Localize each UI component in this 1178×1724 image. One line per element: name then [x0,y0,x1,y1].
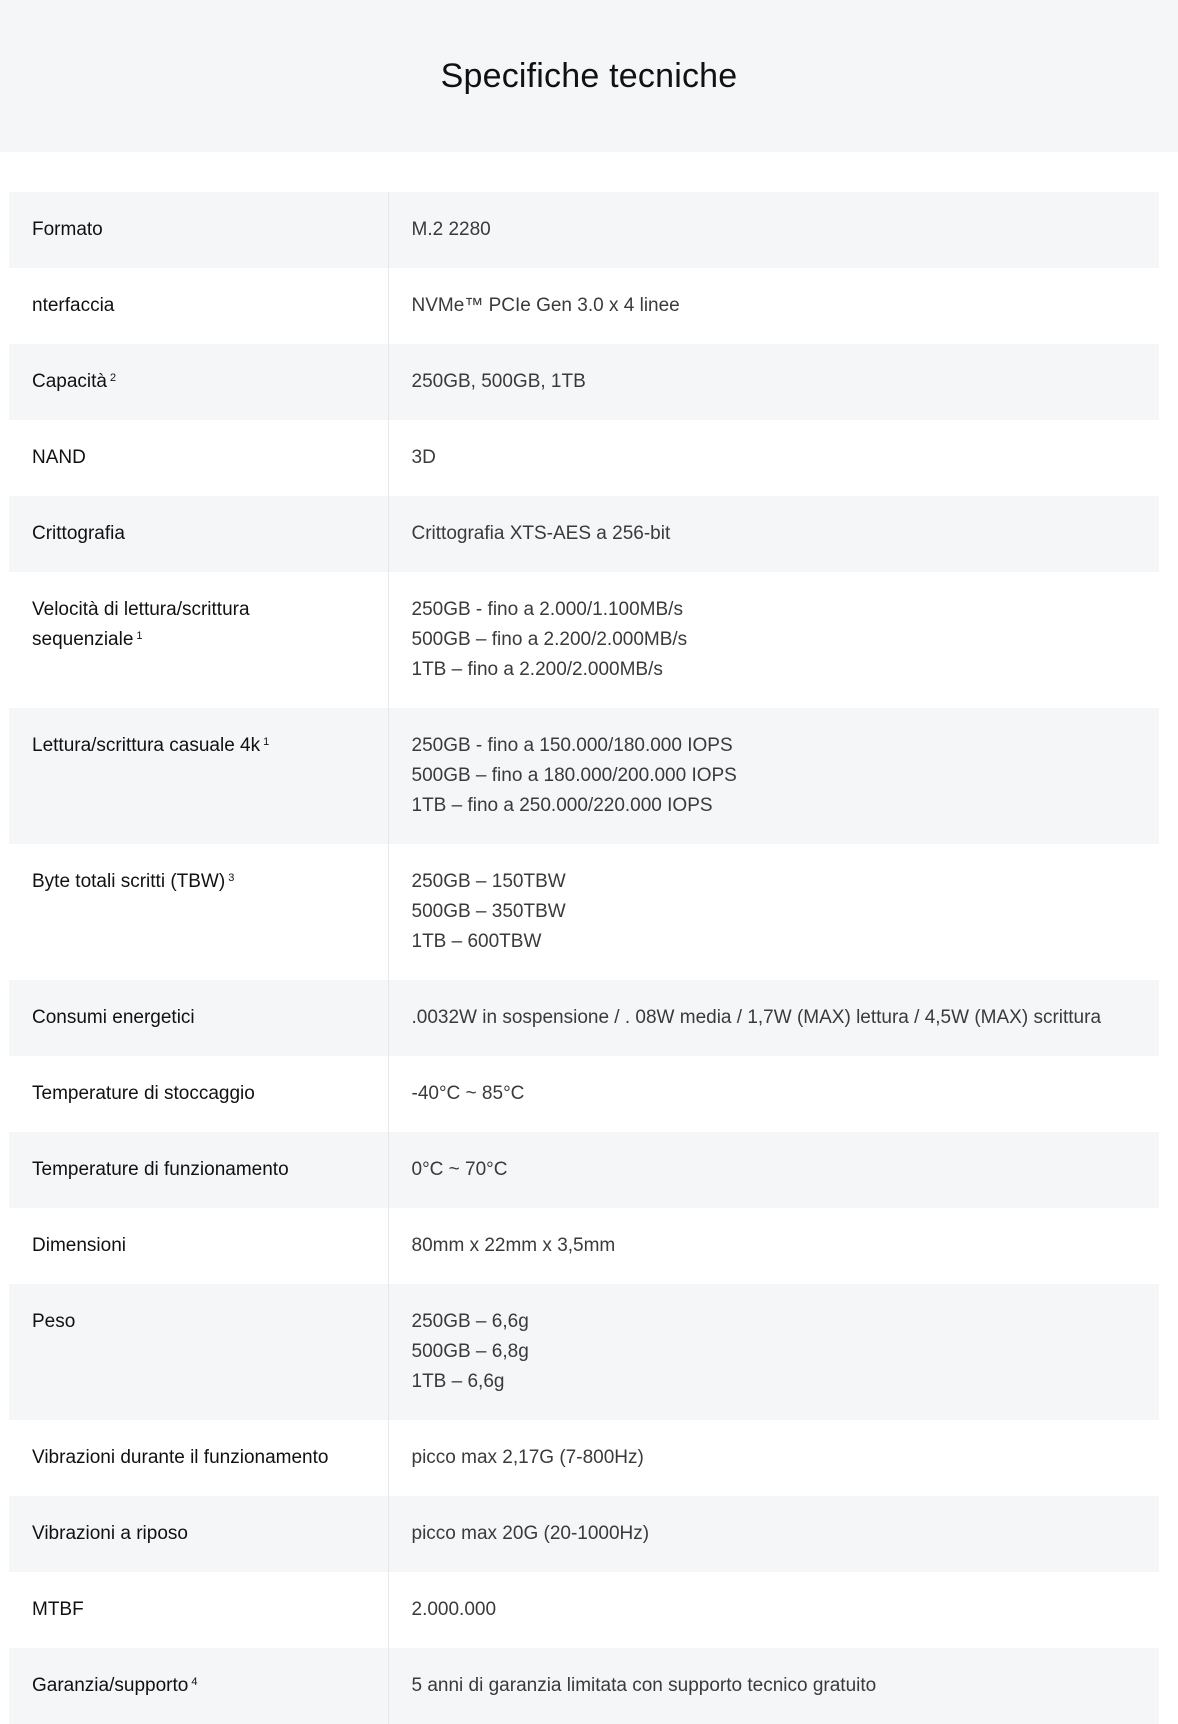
spec-value-cell [388,844,1159,980]
spec-value-line: 1TB – 6,6g [411,1371,505,1392]
table-row [9,1132,1159,1208]
footnote-marker: 2 [110,372,117,384]
spec-label-cell [9,1208,388,1284]
spec-label: Vibrazioni a riposo [32,1523,188,1544]
spec-value-cell [388,1648,1159,1724]
spec-value-line: 1TB – 600TBW [411,931,542,952]
spec-value-line: 80mm x 22mm x 3,5mm [411,1235,616,1256]
spec-value-line: 3D [411,447,436,468]
spec-value-cell [388,420,1159,496]
spec-value-cell [388,496,1159,572]
spec-label-cell [9,572,388,708]
spec-value-line: M.2 2280 [411,219,491,240]
spec-value-cell [388,1496,1159,1572]
table-row [9,980,1159,1056]
spec-label-cell [9,344,388,420]
table-row [9,1496,1159,1572]
spec-label-cell [9,1284,388,1420]
spec-value-line: .0032W in sospensione / . 08W media / 1,7W (MAX) lettura / 4,5W (MAX) scrittura [411,1007,1102,1028]
spec-label-cell [9,708,388,844]
spec-label: Temperature di stoccaggio [32,1083,255,1104]
specs-table [9,192,1159,1724]
table-row [9,708,1159,844]
spec-value-line: 500GB – 6,8g [411,1341,529,1362]
spec-value-line: -40°C ~ 85°C [411,1083,525,1104]
spec-value-line: picco max 20G (20-1000Hz) [411,1523,650,1544]
spec-label: Formato [32,219,103,240]
table-row [9,1208,1159,1284]
spec-label-cell [9,496,388,572]
spec-label: Peso [32,1311,76,1332]
spec-value-cell [388,1132,1159,1208]
spec-label-cell [9,1420,388,1496]
spec-value-cell [388,268,1159,344]
table-row [9,1648,1159,1724]
spec-value-line: 5 anni di garanzia limitata con supporto tecnico gratuito [411,1675,877,1696]
spec-value-line: 250GB - fino a 2.000/1.100MB/s [411,599,683,620]
page-title: Specifiche tecniche [440,56,738,95]
spec-value-line: 500GB – 350TBW [411,901,566,922]
spec-label: NAND [32,447,86,468]
spec-value-cell [388,980,1159,1056]
spec-label: Byte totali scritti (TBW) [32,871,226,892]
spec-value-line: 1TB – fino a 2.200/2.000MB/s [411,659,663,680]
spec-label: Capacità [32,371,107,392]
spec-label-cell [9,1572,388,1648]
spec-label-cell [9,192,388,268]
spec-label: MTBF [32,1599,84,1620]
spec-value-cell [388,1572,1159,1648]
spec-value-line: 500GB – fino a 2.200/2.000MB/s [411,629,688,650]
spec-label-cell [9,1132,388,1208]
spec-label: Temperature di funzionamento [32,1159,289,1180]
spec-value-line: 250GB - fino a 150.000/180.000 IOPS [411,735,733,756]
spec-value-line: 2.000.000 [411,1599,497,1620]
spec-value-line: 250GB – 150TBW [411,871,566,892]
spec-value-cell [388,1284,1159,1420]
table-row [9,1284,1159,1420]
spec-label: Consumi energetici [32,1007,195,1028]
spec-label: Lettura/scrittura casuale 4k [32,735,261,756]
spec-value-cell [388,192,1159,268]
table-row [9,1572,1159,1648]
spec-value-line: 500GB – fino a 180.000/200.000 IOPS [411,765,737,786]
spec-value-cell [388,1420,1159,1496]
spec-value-cell [388,708,1159,844]
footnote-marker: 1 [136,630,143,642]
spec-value-cell [388,344,1159,420]
spec-label: Crittografia [32,523,125,544]
spec-label: Garanzia/supporto [32,1675,189,1696]
spec-value-line: 0°C ~ 70°C [411,1159,508,1180]
footnote-marker: 4 [191,1676,198,1688]
spec-value-line: Crittografia XTS-AES a 256-bit [411,523,671,544]
spec-value-cell [388,572,1159,708]
spec-label-cell [9,1056,388,1132]
spec-label-cell [9,1648,388,1724]
table-row [9,344,1159,420]
spec-value-line: NVMe™ PCIe Gen 3.0 x 4 linee [411,295,680,316]
table-row [9,496,1159,572]
table-row [9,844,1159,980]
spec-value-line: 1TB – fino a 250.000/220.000 IOPS [411,795,713,816]
page-header [0,0,1178,152]
spec-label: Velocità di lettura/scrittura sequenziale [32,599,250,650]
spec-label-cell [9,980,388,1056]
table-row [9,420,1159,496]
spec-label: Dimensioni [32,1235,126,1256]
spec-value-cell [388,1056,1159,1132]
table-row [9,1420,1159,1496]
spec-label: nterfaccia [32,295,115,316]
spec-value-line: 250GB – 6,6g [411,1311,529,1332]
table-row [9,192,1159,268]
table-row [9,572,1159,708]
spec-label-cell [9,844,388,980]
spec-label-cell [9,1496,388,1572]
footnote-marker: 3 [228,872,235,884]
spec-label-cell [9,420,388,496]
table-row [9,1056,1159,1132]
spec-label: Vibrazioni durante il funzionamento [32,1447,329,1468]
spec-label-cell [9,268,388,344]
spec-value-line: 250GB, 500GB, 1TB [411,371,586,392]
spec-value-line: picco max 2,17G (7-800Hz) [411,1447,644,1468]
table-row [9,268,1159,344]
specs-table-body [9,192,1159,1724]
spec-value-cell [388,1208,1159,1284]
footnote-marker: 1 [263,736,270,748]
specs-table-container [9,192,1159,1724]
